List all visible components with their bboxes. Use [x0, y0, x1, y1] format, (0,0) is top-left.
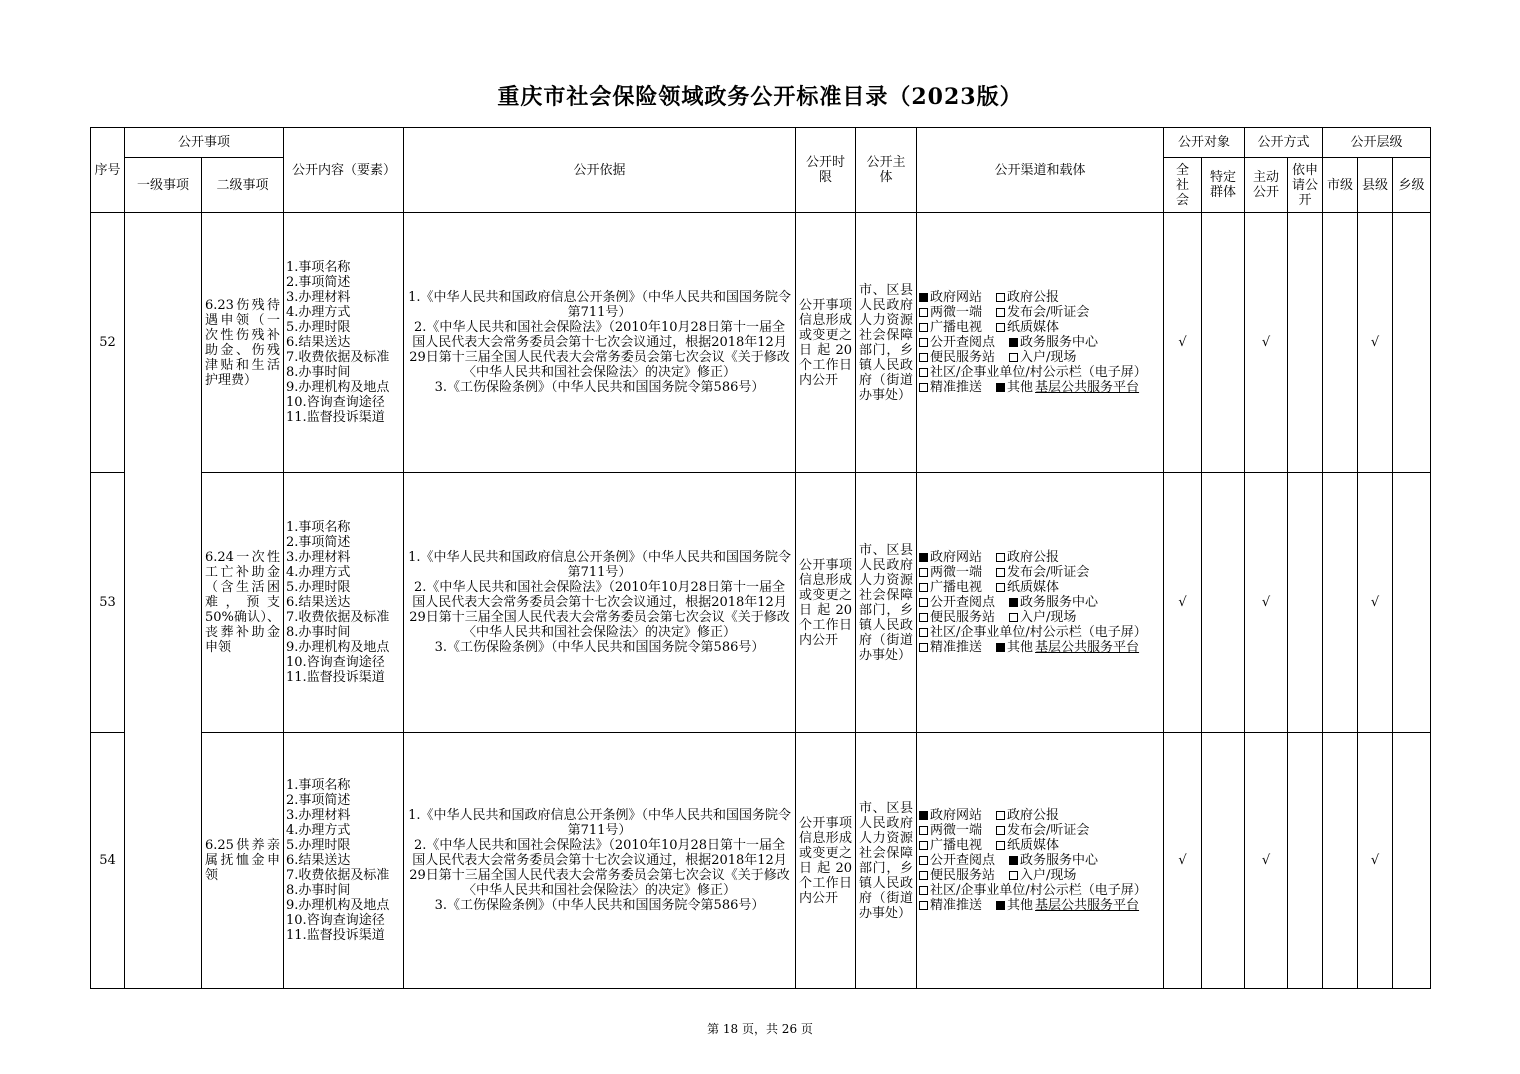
unchecked-box-icon [919, 871, 928, 880]
unchecked-box-icon [1009, 871, 1018, 880]
row-channels [917, 733, 1164, 989]
unchecked-box-icon [919, 368, 928, 377]
basis-item: 3.《工伤保险条例》（中华人民共和国国务院令第586号） [434, 640, 765, 655]
unchecked-box-icon [1009, 613, 1018, 622]
content-item: 6.结果送达 [286, 595, 351, 610]
level1-merged-cell [125, 213, 202, 989]
row-check-county: √ [1358, 213, 1393, 473]
channel-label: 发布会/听证会 [1007, 565, 1090, 580]
unchecked-box-icon [919, 308, 928, 317]
header-method-active: 主动公开 [1245, 158, 1288, 213]
content-item: 11.监督投诉渠道 [286, 670, 385, 685]
content-item: 2.事项简述 [286, 275, 351, 290]
channel-label: 广播电视 [930, 580, 983, 595]
content-item: 7.收费依据及标准 [286, 868, 390, 883]
row-check-active: √ [1245, 213, 1288, 473]
basis-item: 2.《中华人民共和国社会保险法》（2010年10月28日第十一届全国人民代表大会常务委员会第十七次会议通过，根据2018年12月29日第十三届全国人民代表大会常务委员会第七次会议《关于修改〈中华人民共和国社会保险法〉的决定》修正） [409, 580, 790, 640]
channel-row [919, 640, 1161, 655]
row-check-town [1393, 733, 1431, 989]
content-item: 8.办事时间 [286, 365, 351, 380]
channel-row [919, 808, 1161, 823]
row-seq: 53 [91, 473, 125, 733]
row-check-town [1393, 473, 1431, 733]
channel-label: 政务服务中心 [1020, 595, 1099, 610]
header-deadline: 公开时限 [796, 128, 856, 213]
unchecked-box-icon [919, 568, 928, 577]
content-item: 2.事项简述 [286, 535, 351, 550]
unchecked-box-icon [919, 628, 928, 637]
unchecked-box-icon [996, 553, 1005, 562]
basis-item: 3.《工伤保险条例》（中华人民共和国国务院令第586号） [434, 898, 765, 913]
header-seq: 序号 [91, 128, 125, 213]
unchecked-box-icon [996, 308, 1005, 317]
content-item: 9.办理机构及地点 [286, 380, 390, 395]
row-content [284, 213, 404, 473]
checked-box-icon [996, 383, 1005, 392]
channel-row [919, 365, 1161, 380]
header-level-city: 市级 [1323, 158, 1358, 213]
unchecked-box-icon [996, 568, 1005, 577]
header-method-group: 公开方式 [1245, 128, 1323, 158]
basis-item: 3.《工伤保险条例》（中华人民共和国国务院令第586号） [434, 380, 765, 395]
row-item-name: 6.25供养亲属抚恤金申领 [202, 733, 284, 989]
channel-label: 政务服务中心 [1020, 853, 1099, 868]
content-item: 3.办理材料 [286, 290, 351, 305]
unchecked-box-icon [919, 323, 928, 332]
content-item: 8.办事时间 [286, 625, 351, 640]
channel-label: 纸质媒体 [1007, 580, 1060, 595]
content-item: 4.办理方式 [286, 565, 351, 580]
content-item: 7.收费依据及标准 [286, 610, 390, 625]
unchecked-box-icon [996, 841, 1005, 850]
row-subject: 市、区县人民政府人力资源社会保障部门，乡镇人民政府（街道办事处） [856, 473, 917, 733]
table-row [91, 473, 1431, 733]
channel-row [919, 580, 1161, 595]
unchecked-box-icon [919, 583, 928, 592]
row-check-specific [1202, 473, 1245, 733]
channel-label: 政府公报 [1007, 550, 1060, 565]
channel-label: 便民服务站 [930, 350, 996, 365]
content-item: 1.事项名称 [286, 778, 351, 793]
channel-row [919, 350, 1161, 365]
content-item: 6.结果送达 [286, 853, 351, 868]
row-check-county: √ [1358, 733, 1393, 989]
channel-label: 便民服务站 [930, 868, 996, 883]
row-deadline: 公开事项信息形成或变更之日起20个工作日内公开 [796, 473, 856, 733]
unchecked-box-icon [996, 583, 1005, 592]
content-item: 2.事项简述 [286, 793, 351, 808]
checked-box-icon [1009, 856, 1018, 865]
channel-row [919, 853, 1161, 868]
content-item: 10.咨询查询途径 [286, 913, 385, 928]
checked-box-icon [919, 553, 928, 562]
header-content: 公开内容（要素） [284, 128, 404, 213]
basis-item: 2.《中华人民共和国社会保险法》（2010年10月28日第十一届全国人民代表大会常务委员会第十七次会议通过，根据2018年12月29日第十三届全国人民代表大会常务委员会第七次会议《关于修改〈中华人民共和国社会保险法〉的决定》修正） [409, 320, 790, 380]
channel-other-value: 基层公共服务平台 [1035, 380, 1140, 395]
row-seq: 52 [91, 213, 125, 473]
channel-label: 政府公报 [1007, 808, 1060, 823]
header-target-specific: 特定群体 [1202, 158, 1245, 213]
row-basis [404, 733, 796, 989]
channel-label: 公开查阅点 [930, 853, 996, 868]
unchecked-box-icon [919, 338, 928, 347]
header-target-group: 公开对象 [1164, 128, 1245, 158]
channel-row [919, 610, 1161, 625]
content-item: 3.办理材料 [286, 550, 351, 565]
checked-box-icon [919, 811, 928, 820]
row-subject: 市、区县人民政府人力资源社会保障部门，乡镇人民政府（街道办事处） [856, 213, 917, 473]
checked-box-icon [1009, 338, 1018, 347]
content-item: 7.收费依据及标准 [286, 350, 390, 365]
channel-row [919, 550, 1161, 565]
channel-label: 政府网站 [930, 808, 983, 823]
content-item: 11.监督投诉渠道 [286, 928, 385, 943]
channel-label: 两微一端 [930, 305, 983, 320]
checked-box-icon [1009, 598, 1018, 607]
channel-label: 社区/企事业单位/村公示栏（电子屏） [930, 365, 1147, 380]
content-item: 4.办理方式 [286, 823, 351, 838]
channel-label: 其他 [1007, 640, 1034, 655]
row-content [284, 473, 404, 733]
content-item: 1.事项名称 [286, 520, 351, 535]
content-item: 3.办理材料 [286, 808, 351, 823]
channel-other-value: 基层公共服务平台 [1035, 898, 1140, 913]
channel-label: 入户/现场 [1020, 868, 1077, 883]
basis-item: 2.《中华人民共和国社会保险法》（2010年10月28日第十一届全国人民代表大会常务委员会第十七次会议通过，根据2018年12月29日第十三届全国人民代表大会常务委员会第七次会议《关于修改〈中华人民共和国社会保险法〉的决定》修正） [409, 838, 790, 898]
header-level-town: 乡级 [1393, 158, 1431, 213]
unchecked-box-icon [996, 826, 1005, 835]
header-method-apply: 依申请公开 [1288, 158, 1323, 213]
channel-row [919, 898, 1161, 913]
row-check-all: √ [1164, 733, 1202, 989]
row-check-active: √ [1245, 733, 1288, 989]
row-subject: 市、区县人民政府人力资源社会保障部门，乡镇人民政府（街道办事处） [856, 733, 917, 989]
table-body [91, 213, 1431, 989]
channel-label: 社区/企事业单位/村公示栏（电子屏） [930, 883, 1147, 898]
channel-row [919, 305, 1161, 320]
unchecked-box-icon [996, 811, 1005, 820]
row-check-city [1323, 473, 1358, 733]
channel-label: 发布会/听证会 [1007, 305, 1090, 320]
header-basis: 公开依据 [404, 128, 796, 213]
channel-label: 政府网站 [930, 550, 983, 565]
content-item: 1.事项名称 [286, 260, 351, 275]
basis-item: 1.《中华人民共和国政府信息公开条例》（中华人民共和国国务院令第711号） [408, 550, 791, 580]
unchecked-box-icon [919, 826, 928, 835]
row-seq: 54 [91, 733, 125, 989]
channel-row [919, 565, 1161, 580]
channel-label: 其他 [1007, 898, 1034, 913]
basis-item: 1.《中华人民共和国政府信息公开条例》（中华人民共和国国务院令第711号） [408, 290, 791, 320]
checked-box-icon [996, 643, 1005, 652]
row-check-town [1393, 213, 1431, 473]
header-subject: 公开主体 [856, 128, 917, 213]
unchecked-box-icon [919, 353, 928, 362]
row-item-name: 6.23伤残待遇申领（一次性伤残补助金、伤残津贴和生活护理费） [202, 213, 284, 473]
content-item: 5.办理时限 [286, 838, 351, 853]
checked-box-icon [919, 293, 928, 302]
channel-label: 精准推送 [930, 640, 983, 655]
channel-label: 精准推送 [930, 380, 983, 395]
channel-label: 政府公报 [1007, 290, 1060, 305]
channel-row [919, 868, 1161, 883]
basis-item: 1.《中华人民共和国政府信息公开条例》（中华人民共和国国务院令第711号） [408, 808, 791, 838]
row-deadline: 公开事项信息形成或变更之日起20个工作日内公开 [796, 733, 856, 989]
row-basis [404, 213, 796, 473]
content-item: 9.办理机构及地点 [286, 640, 390, 655]
row-channels [917, 213, 1164, 473]
channel-row [919, 290, 1161, 305]
channel-row [919, 380, 1161, 395]
table-row [91, 733, 1431, 989]
unchecked-box-icon [919, 598, 928, 607]
content-item: 9.办理机构及地点 [286, 898, 390, 913]
channel-row [919, 335, 1161, 350]
row-check-apply [1288, 473, 1323, 733]
channel-label: 便民服务站 [930, 610, 996, 625]
unchecked-box-icon [919, 856, 928, 865]
table-row [91, 213, 1431, 473]
row-check-active: √ [1245, 473, 1288, 733]
channel-label: 社区/企事业单位/村公示栏（电子屏） [930, 625, 1147, 640]
row-deadline: 公开事项信息形成或变更之日起20个工作日内公开 [796, 213, 856, 473]
row-content [284, 733, 404, 989]
row-check-apply [1288, 733, 1323, 989]
row-check-all: √ [1164, 213, 1202, 473]
unchecked-box-icon [996, 293, 1005, 302]
header-level-group: 公开层级 [1323, 128, 1431, 158]
channel-label: 纸质媒体 [1007, 320, 1060, 335]
content-item: 10.咨询查询途径 [286, 655, 385, 670]
content-item: 8.办事时间 [286, 883, 351, 898]
content-item: 11.监督投诉渠道 [286, 410, 385, 425]
channel-label: 两微一端 [930, 823, 983, 838]
channel-label: 广播电视 [930, 320, 983, 335]
catalog-table [90, 127, 1431, 989]
channel-row [919, 625, 1161, 640]
unchecked-box-icon [919, 613, 928, 622]
page-footer: 第 18 页，共 26 页 [707, 1022, 813, 1036]
page-title: 重庆市社会保险领域政务公开标准目录（2023版） [497, 84, 1023, 110]
channel-other-value: 基层公共服务平台 [1035, 640, 1140, 655]
channel-row [919, 595, 1161, 610]
header-target-all: 全社会 [1164, 158, 1202, 213]
channel-label: 两微一端 [930, 565, 983, 580]
channel-label: 广播电视 [930, 838, 983, 853]
row-basis [404, 473, 796, 733]
content-item: 4.办理方式 [286, 305, 351, 320]
channel-label: 政务服务中心 [1020, 335, 1099, 350]
unchecked-box-icon [1009, 353, 1018, 362]
row-check-county: √ [1358, 473, 1393, 733]
channel-label: 精准推送 [930, 898, 983, 913]
channel-label: 其他 [1007, 380, 1034, 395]
channel-label: 入户/现场 [1020, 610, 1077, 625]
content-item: 6.结果送达 [286, 335, 351, 350]
header-item-group: 公开事项 [125, 128, 284, 158]
header-row-1 [91, 128, 1431, 158]
unchecked-box-icon [919, 383, 928, 392]
channel-label: 公开查阅点 [930, 595, 996, 610]
header-level1: 一级事项 [125, 158, 202, 213]
row-check-apply [1288, 213, 1323, 473]
channel-label: 发布会/听证会 [1007, 823, 1090, 838]
unchecked-box-icon [996, 323, 1005, 332]
row-check-specific [1202, 213, 1245, 473]
channel-row [919, 823, 1161, 838]
header-channel: 公开渠道和载体 [917, 128, 1164, 213]
channel-label: 公开查阅点 [930, 335, 996, 350]
channel-row [919, 838, 1161, 853]
header-level-county: 县级 [1358, 158, 1393, 213]
channel-label: 纸质媒体 [1007, 838, 1060, 853]
channel-label: 政府网站 [930, 290, 983, 305]
channel-row [919, 883, 1161, 898]
unchecked-box-icon [919, 841, 928, 850]
channel-row [919, 320, 1161, 335]
content-item: 5.办理时限 [286, 320, 351, 335]
header-level2: 二级事项 [202, 158, 284, 213]
channel-label: 入户/现场 [1020, 350, 1077, 365]
checked-box-icon [996, 901, 1005, 910]
row-channels [917, 473, 1164, 733]
content-item: 10.咨询查询途径 [286, 395, 385, 410]
unchecked-box-icon [919, 886, 928, 895]
row-check-specific [1202, 733, 1245, 989]
row-item-name: 6.24一次性工亡补助金（含生活困难，预支50%确认）、丧葬补助金申领 [202, 473, 284, 733]
row-check-city [1323, 733, 1358, 989]
content-item: 5.办理时限 [286, 580, 351, 595]
unchecked-box-icon [919, 901, 928, 910]
unchecked-box-icon [919, 643, 928, 652]
row-check-all: √ [1164, 473, 1202, 733]
row-check-city [1323, 213, 1358, 473]
